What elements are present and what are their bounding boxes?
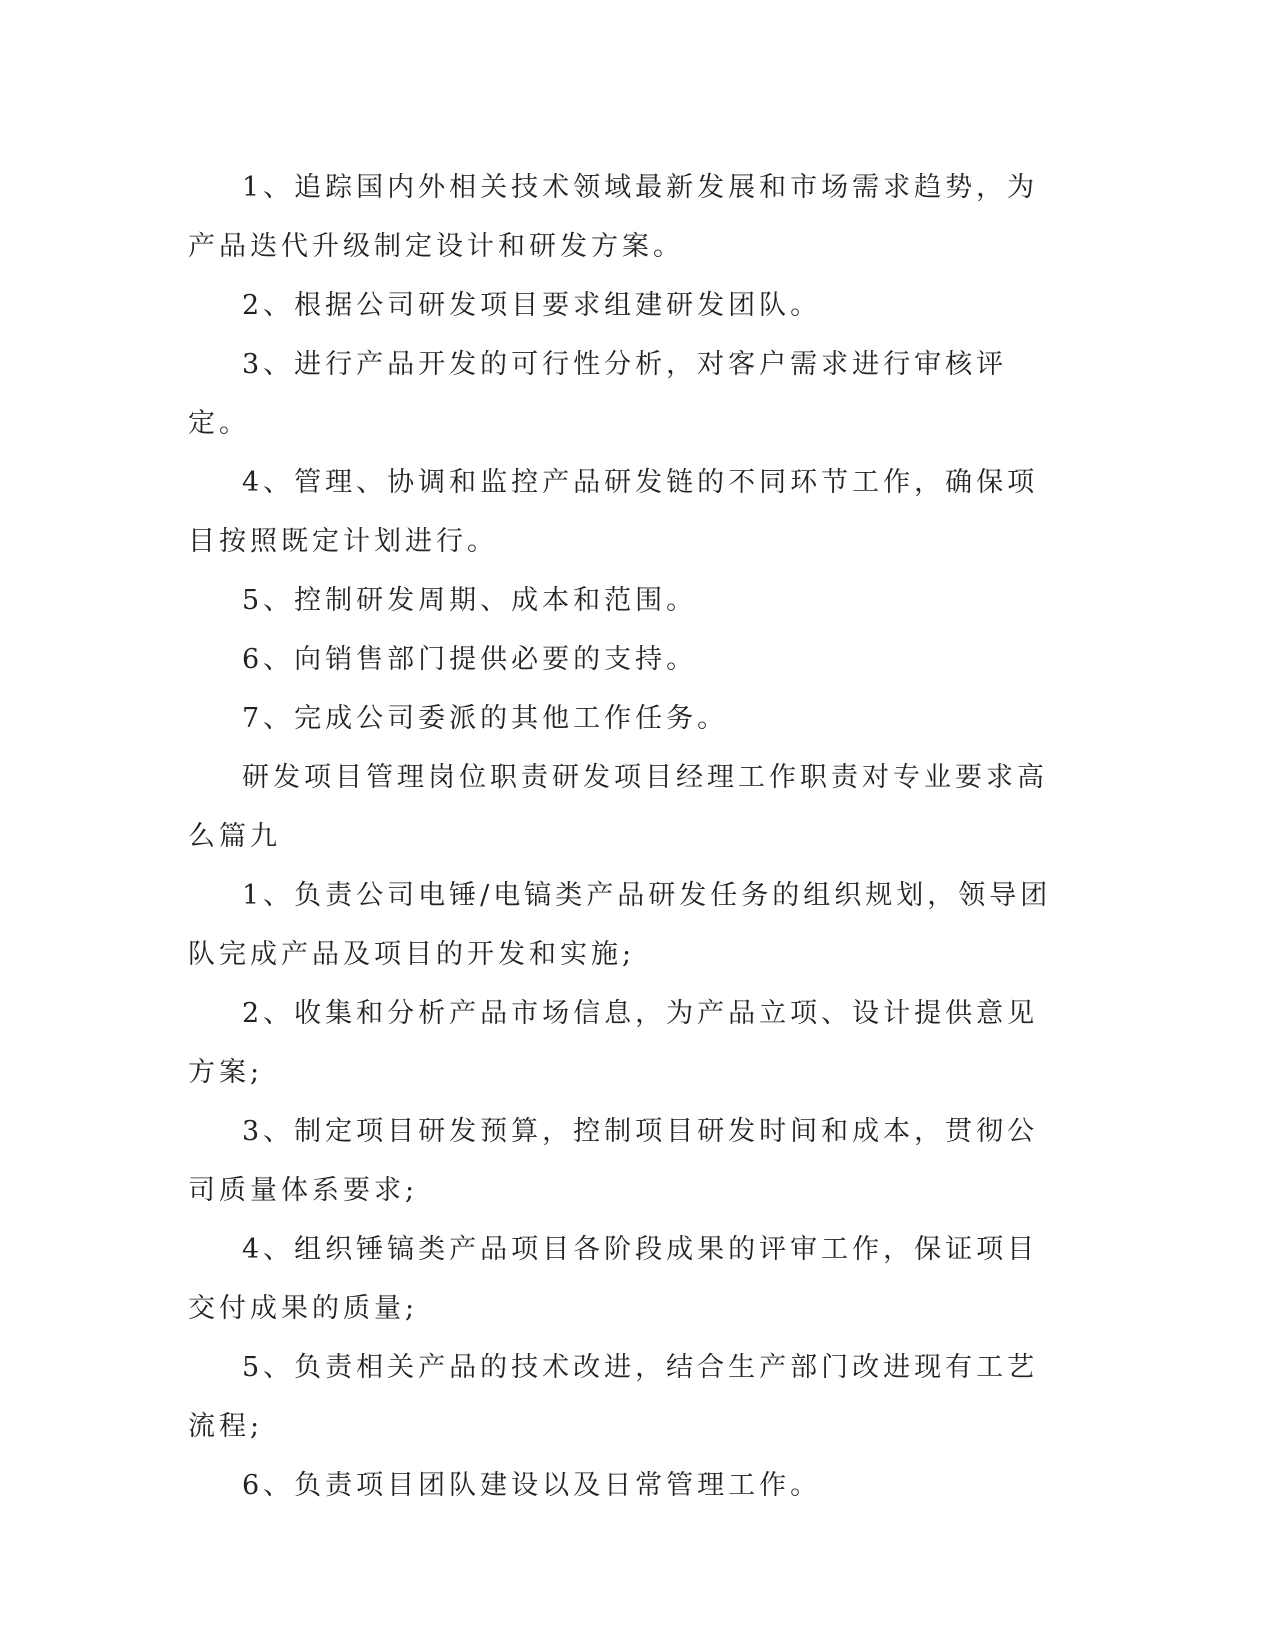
paragraph-responsibility-5: 5、负责相关产品的技术改进，结合生产部门改进现有工艺流程;	[188, 1352, 1039, 1442]
paragraph-duty-4: 4、管理、协调和监控产品研发链的不同环节工作，确保项目按照既定计划进行。	[188, 467, 1039, 557]
paragraph-responsibility-2: 2、收集和分析产品市场信息，为产品立项、设计提供意见方案;	[188, 998, 1039, 1088]
paragraph-duty-3: 3、进行产品开发的可行性分析，对客户需求进行审核评定。	[188, 349, 1008, 439]
paragraph-duty-7: 7、完成公司委派的其他工作任务。	[242, 703, 729, 734]
paragraph-duty-1: 1、追踪国内外相关技术领域最新发展和市场需求趋势，为产品迭代升级制定设计和研发方案。	[188, 172, 1039, 262]
section-heading: 研发项目管理岗位职责研发项目经理工作职责对专业要求高么篇九	[188, 762, 1048, 852]
document-body	[188, 158, 1060, 1515]
paragraph-responsibility-4: 4、组织锤镐类产品项目各阶段成果的评审工作，保证项目交付成果的质量;	[188, 1234, 1039, 1324]
paragraph-responsibility-3: 3、制定项目研发预算，控制项目研发时间和成本，贯彻公司质量体系要求;	[188, 1116, 1039, 1206]
paragraph-duty-5: 5、控制研发周期、成本和范围。	[242, 585, 698, 616]
paragraph-duty-2: 2、根据公司研发项目要求组建研发团队。	[242, 290, 822, 321]
paragraph-responsibility-6: 6、负责项目团队建设以及日常管理工作。	[242, 1470, 822, 1501]
paragraph-duty-6: 6、向销售部门提供必要的支持。	[242, 644, 698, 675]
paragraph-responsibility-1: 1、负责公司电锤/电镐类产品研发任务的组织规划，领导团队完成产品及项目的开发和实施;	[188, 880, 1052, 970]
